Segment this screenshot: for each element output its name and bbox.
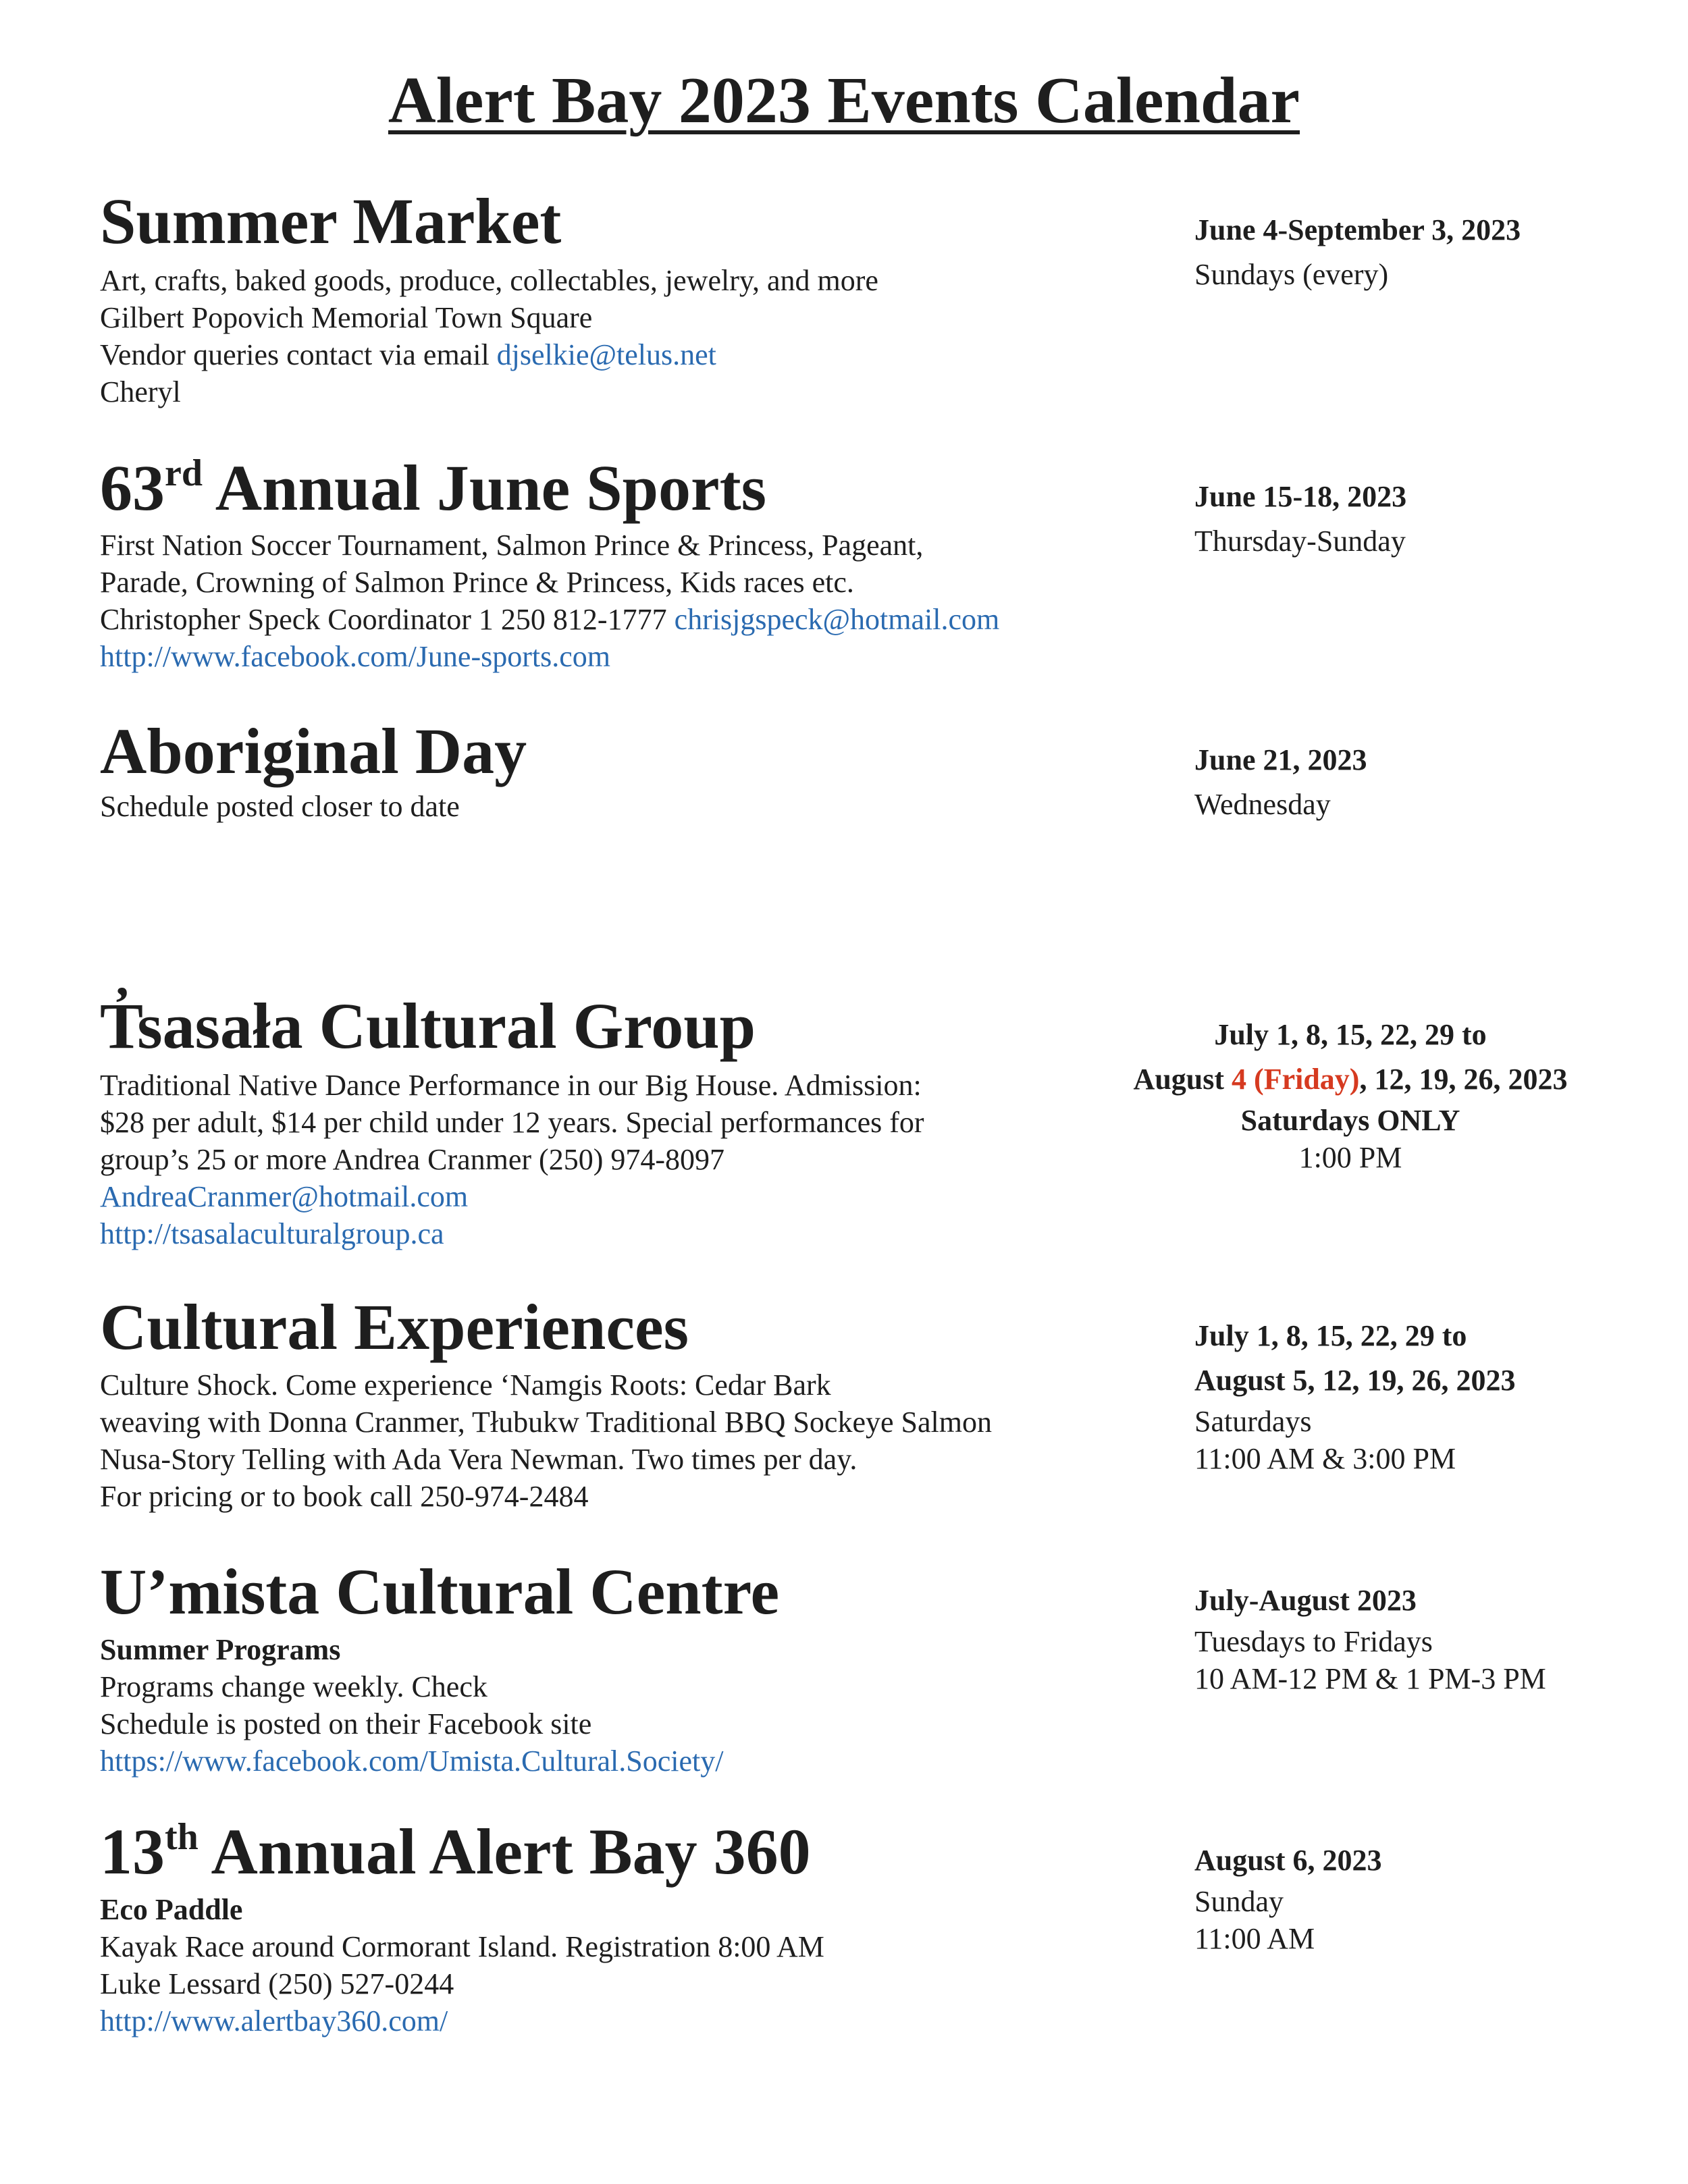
page-title: Alert Bay 2023 Events Calendar — [388, 64, 1300, 137]
event-days: Sundays (every) — [1194, 258, 1389, 291]
event-schedule — [1194, 738, 1367, 827]
event-time: 11:00 AM & 3:00 PM — [1194, 1442, 1456, 1475]
email-link[interactable]: djselkie@telus.net — [496, 338, 716, 371]
event-description: Art, crafts, baked goods, produce, collectables, jewelry, and more Gilbert Popovich Memorial Town Square Vendor queries contact via email djselkie@telus.net Cheryl — [100, 264, 878, 408]
event-description: Traditional Native Dance Performance in our Big House. Admission: $28 per adult, $14 per child under 12 years. Special performances for group’s 25 or more Andrea Cranmer (250) 974-8097 AndreaCranmer@hotmail.com http://tsasalaculturalgroup.ca — [100, 1067, 924, 1252]
website-link[interactable]: http://www.alertbay360.com/ — [100, 2004, 448, 2037]
event-description: Schedule posted closer to date — [100, 790, 460, 823]
event-days: Wednesday — [1194, 788, 1331, 821]
event-date-line1: July 1, 8, 15, 22, 29 to — [1194, 1319, 1467, 1352]
event-description: Summer Programs Programs change weekly. Check Schedule is posted on their Facebook site https://www.facebook.com/Umista.Cultural.Society/ — [100, 1631, 723, 1780]
event-date: June 21, 2023 — [1194, 743, 1367, 776]
event-description: First Nation Soccer Tournament, Salmon Prince & Princess, Pageant, Parade, Crowning of Salmon Prince & Princess, Kids races etc. Christopher Speck Coordinator 1 250 812-1777 chrisjgspeck@hotmail.com http://www.facebook.com/June-sports.com — [100, 527, 999, 675]
event-title: Cultural Experiences — [100, 1291, 689, 1363]
event-schedule — [1194, 475, 1406, 564]
event-date: June 15-18, 2023 — [1194, 480, 1407, 513]
event-subtitle: Eco Paddle — [100, 1893, 243, 1926]
event-date-line2: August 4 (Friday), 12, 19, 26, 2023 — [1133, 1063, 1568, 1096]
event-schedule — [1194, 208, 1521, 297]
event-date: July-August 2023 — [1194, 1584, 1417, 1617]
event-schedule — [1194, 1314, 1516, 1477]
website-link[interactable]: http://tsasalaculturalgroup.ca — [100, 1217, 444, 1250]
event-subtitle: Summer Programs — [100, 1633, 341, 1666]
event-description: Eco Paddle Kayak Race around Cormorant Island. Registration 8:00 AM Luke Lessard (250) 527-0244 http://www.alertbay360.com/ — [100, 1891, 824, 2040]
event-description: Culture Shock. Come experience ‘Namgis Roots: Cedar Bark weaving with Donna Cranmer, Tłubukw Traditional BBQ Sockeye Salmon Nusa-Story Telling with Ada Vera Newman. Two times per day. For pricing or to book call 250-974-2484 — [100, 1368, 992, 1513]
event-time: 1:00 PM — [1298, 1141, 1402, 1174]
event-schedule — [1194, 1838, 1382, 1957]
event-title: 13th Annual Alert Bay 360 — [100, 1815, 811, 1888]
event-days: Saturdays — [1194, 1405, 1312, 1438]
email-link[interactable]: chrisjgspeck@hotmail.com — [674, 603, 1000, 636]
event-title: 63rd Annual June Sports — [100, 452, 766, 524]
event-title: U’mista Cultural Centre — [100, 1555, 780, 1628]
event-schedule — [1194, 1578, 1546, 1697]
event-date-line2: August 5, 12, 19, 26, 2023 — [1194, 1364, 1516, 1397]
website-link[interactable]: https://www.facebook.com/Umista.Cultural.Society/ — [100, 1744, 724, 1778]
event-days: Tuesdays to Fridays — [1194, 1625, 1433, 1658]
event-title: Aboriginal Day — [100, 715, 527, 787]
email-link[interactable]: AndreaCranmer@hotmail.com — [100, 1180, 469, 1213]
event-title: T̓sasała Cultural Group — [100, 990, 756, 1062]
event-days: Thursday-Sunday — [1194, 525, 1406, 558]
event-time: 10 AM-12 PM & 1 PM-3 PM — [1194, 1662, 1546, 1695]
event-date: June 4-September 3, 2023 — [1194, 213, 1521, 246]
website-link[interactable]: http://www.facebook.com/June-sports.com — [100, 640, 610, 673]
event-days: Sunday — [1194, 1885, 1284, 1918]
event-schedule — [1094, 1013, 1607, 1176]
event-title: Summer Market — [100, 185, 562, 257]
event-time: 11:00 AM — [1194, 1922, 1315, 1955]
event-date-line1: July 1, 8, 15, 22, 29 to — [1214, 1018, 1487, 1051]
event-date: August 6, 2023 — [1194, 1844, 1382, 1877]
event-days: Saturdays ONLY — [1240, 1104, 1460, 1137]
